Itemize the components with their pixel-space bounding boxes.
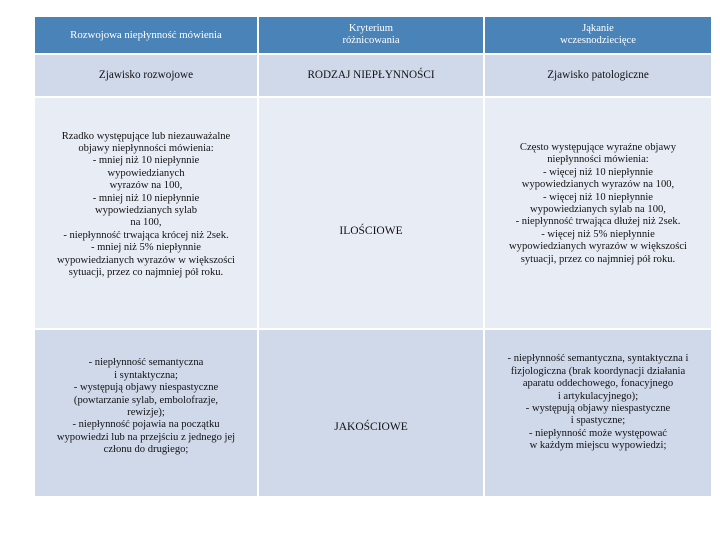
row-quantitative xyxy=(34,97,712,329)
header-early-stuttering: Jąkanie wczesnodziecięce xyxy=(484,16,712,54)
header-row xyxy=(34,16,712,54)
cell-stuttering-qualitative: - niepłynność semantyczna, syntaktyczna i fizjologiczna (brak koordynacji działania aparatu oddechowego, fonacyjnego i artykulacyjnego); - występują objawy niespastyczne i spastyczne; - niepłynność może występować w każdym miejscu wypowiedzi; xyxy=(484,329,712,497)
row-kind xyxy=(34,54,712,97)
cell-developmental-kind: Zjawisko rozwojowe xyxy=(34,54,258,97)
header-criterion: Kryterium różnicowania xyxy=(258,16,484,54)
cell-criterion-qualitative: JAKOŚCIOWE xyxy=(258,329,484,497)
cell-criterion-kind: RODZAJ NIEPŁYNNOŚCI xyxy=(258,54,484,97)
cell-developmental-quantitative: Rzadko występujące lub niezauważalne objawy niepłynności mówienia: - mniej niż 10 niepłynnie wypowiedzianych wyrazów na 100, - mniej niż 10 niepłynnie wypowiedzianych sylab na 100, - niepłynność trwająca krócej niż 2sek. - mniej niż 5% niepłynnie wypowiedzianych wyrazów w większości sytuacji, przez co najmniej pół roku. xyxy=(34,97,258,329)
row-qualitative xyxy=(34,329,712,497)
header-developmental-disfluency: Rozwojowa niepłynność mówienia xyxy=(34,16,258,54)
cell-stuttering-quantitative: Często występujące wyraźne objawy niepłynności mówienia: - więcej niż 10 niepłynnie wypowiedzianych wyrazów na 100, - więcej niż 10 niepłynnie wypowiedzianych sylab na 100, - niepłynność trwająca dłużej niż 2sek. - więcej niż 5% niepłynnie wypowiedzianych wyrazów w większości sytuacji, przez co najmniej pół roku. xyxy=(484,97,712,329)
cell-criterion-quantitative: ILOŚCIOWE xyxy=(258,97,484,329)
cell-developmental-qualitative: - niepłynność semantyczna i syntaktyczna; - występują objawy niespastyczne (powtarzanie sylab, embolofrazje, rewizje); - niepłynność pojawia na początku wypowiedzi lub na przejściu z jednego jej członu do drugiego; xyxy=(34,329,258,497)
cell-stuttering-kind: Zjawisko patologiczne xyxy=(484,54,712,97)
comparison-table xyxy=(34,16,689,497)
differentiation-table xyxy=(34,16,712,497)
